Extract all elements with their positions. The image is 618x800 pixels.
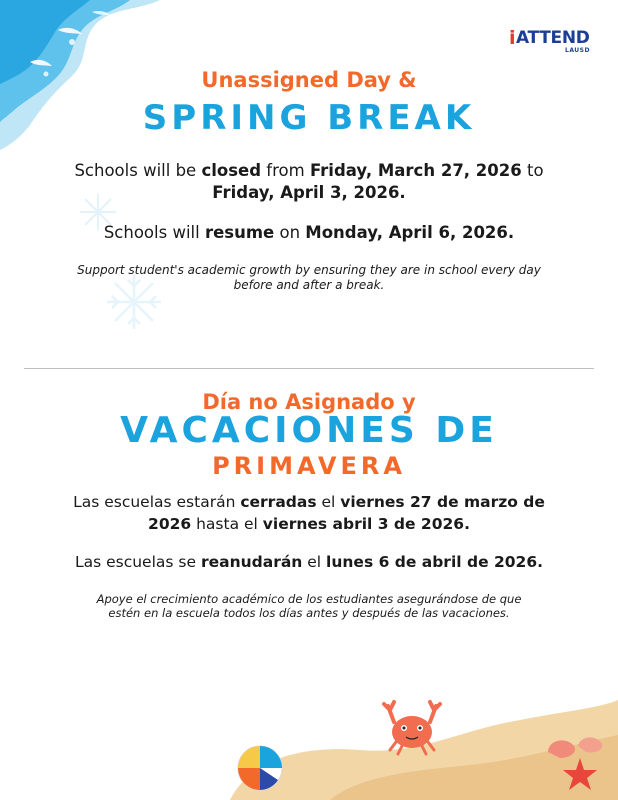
english-note-line1: Support student's academic growth by ensuring they are in school every day <box>77 263 541 277</box>
english-resume-line: Schools will resume on Monday, April 6, 2026. <box>103 223 515 242</box>
spanish-resume-line: Las escuelas se reanudarán el lunes 6 de abril de 2026. <box>74 553 544 571</box>
spanish-note-line1: Apoye el crecimiento académico de los estudiantes asegurándose de que <box>96 592 522 606</box>
spanish-closed-line1: Las escuelas estarán cerradas el viernes 27 de marzo de <box>73 493 545 511</box>
section-divider <box>24 368 594 369</box>
english-heading-large: SPRING BREAK <box>142 98 476 138</box>
english-heading-small: Unassigned Day & <box>201 68 417 92</box>
logo-i: i <box>509 27 516 49</box>
spanish-heading-small: Día no Asignado y <box>202 390 416 414</box>
spanish-closed-line2: 2026 hasta el viernes abril 3 de 2026. <box>148 515 470 533</box>
spanish-heading-large1: VACACIONES DE <box>120 410 498 451</box>
iattend-logo <box>509 26 589 56</box>
logo-sub-text: LAUSD <box>565 47 590 54</box>
spanish-heading-large2: PRIMAVERA <box>212 452 406 480</box>
beach-scene <box>0 690 618 800</box>
spanish-note-line2: estén en la escuela todos los días antes y después de las vacaciones. <box>108 606 510 620</box>
crab-icon <box>384 702 440 754</box>
logo-main-text: ATTEND <box>516 28 590 48</box>
english-note-line2: before and after a break. <box>233 278 385 292</box>
english-closed-line2: Friday, April 3, 2026. <box>212 183 406 202</box>
beach-ball-icon <box>238 746 282 790</box>
english-closed-line1: Schools will be closed from Friday, March 27, 2026 to <box>74 161 544 180</box>
